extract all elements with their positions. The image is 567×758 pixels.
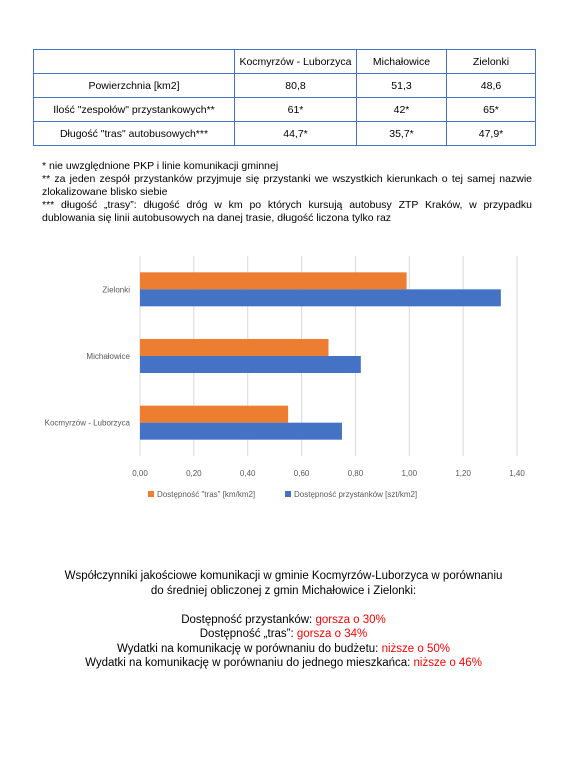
- legend-swatch: [148, 491, 154, 497]
- y-category-label: Michałowice: [86, 352, 130, 361]
- bar: [140, 423, 342, 440]
- x-tick-label: 0,20: [186, 469, 202, 478]
- summary-heading: Współczynniki jakościowe komunikacji w gminie Kocmyrzów-Luborzyca w porównaniu: [64, 570, 503, 582]
- x-tick-label: 0,00: [132, 469, 148, 478]
- bar: [140, 406, 288, 423]
- table-row-label: Ilość "zespołów" przystankowych**: [34, 98, 235, 122]
- summary-heading: do średniej obliczonej z gmin Michałowice i Zielonki:: [150, 584, 417, 597]
- legend-label: Dostępność "tras" [km/km2]: [157, 490, 256, 499]
- y-category-label: Kocmyrzów - Luborzyca: [44, 418, 130, 428]
- x-tick-label: 0,60: [293, 469, 310, 478]
- summary-item: [0, 613, 567, 628]
- footnotes: [42, 160, 532, 225]
- footnote: ** za jeden zespół przystanków przyjmuje się przystanki we wszystkich kierunkach o tej samej nazwie zlokalizowane blisko siebie: [42, 173, 532, 198]
- data-table: [33, 49, 536, 146]
- bar: [140, 272, 407, 289]
- table-cell: 44,7*: [235, 122, 357, 146]
- footnote: * nie uwzględnione PKP i linie komunikacji gminnej: [42, 160, 279, 172]
- table-cell: 65*: [447, 98, 536, 122]
- footnote: *** długość „trasy”: długość dróg w km po których kursują autobusy ZTP Kraków, w przypadku dublowania się linii autobusowych na danej trasie, długość liczona tylko raz: [42, 199, 532, 224]
- summary-item-value: gorsza o 34%: [296, 628, 368, 640]
- table-cell: 48,6: [447, 74, 536, 98]
- summary-item-value: niższe o 46%: [413, 657, 482, 669]
- y-category-label: Zielonki: [102, 285, 130, 295]
- table-cell: 51,3: [357, 74, 447, 98]
- bar-chart: [0, 244, 567, 519]
- summary-item-value: niższe o 50%: [381, 642, 450, 655]
- x-tick-label: 0,40: [239, 469, 256, 478]
- summary-item: [0, 656, 567, 671]
- x-tick-label: 1,20: [455, 469, 471, 478]
- table-row-label: Powierzchnia [km2]: [34, 74, 235, 98]
- summary-item-label: Dostępność przystanków:: [181, 613, 316, 626]
- bar: [140, 289, 501, 306]
- summary: [0, 569, 567, 671]
- summary-item: [0, 627, 567, 642]
- x-tick-label: 1,40: [509, 469, 525, 478]
- table-header-cell: Michałowice: [357, 50, 447, 74]
- table-row: [34, 74, 536, 98]
- table-row: [34, 122, 536, 146]
- table-header-row: [34, 50, 536, 74]
- table-cell: 42*: [357, 98, 447, 122]
- table-row: [34, 98, 536, 122]
- table-cell: 80,8: [235, 74, 357, 98]
- bar: [140, 339, 329, 356]
- bar: [140, 356, 361, 373]
- summary-item-label: Wydatki na komunikację w porównaniu do budżetu:: [117, 642, 382, 655]
- table-header-cell: Zielonki: [447, 50, 536, 74]
- table-row-label: Długość "tras" autobusowych***: [34, 122, 235, 146]
- summary-item-value: gorsza o 30%: [315, 613, 386, 626]
- summary-item-label: Wydatki na komunikację w porównaniu do jednego mieszkańca:: [85, 657, 414, 669]
- summary-item: [0, 642, 567, 657]
- table-cell: 61*: [235, 98, 357, 122]
- spacer: [0, 598, 567, 613]
- x-tick-label: 0,80: [347, 469, 364, 478]
- table-header-cell: [34, 50, 235, 74]
- x-tick-label: 1,00: [401, 469, 418, 478]
- table-header-cell: Kocmyrzów - Luborzyca: [235, 50, 357, 74]
- table-cell: 47,9*: [447, 122, 536, 146]
- legend-label: Dostępność przystanków [szt/km2]: [294, 490, 418, 499]
- legend-swatch: [285, 491, 291, 497]
- summary-item-label: Dostępność „tras”:: [199, 628, 297, 640]
- table-cell: 35,7*: [357, 122, 447, 146]
